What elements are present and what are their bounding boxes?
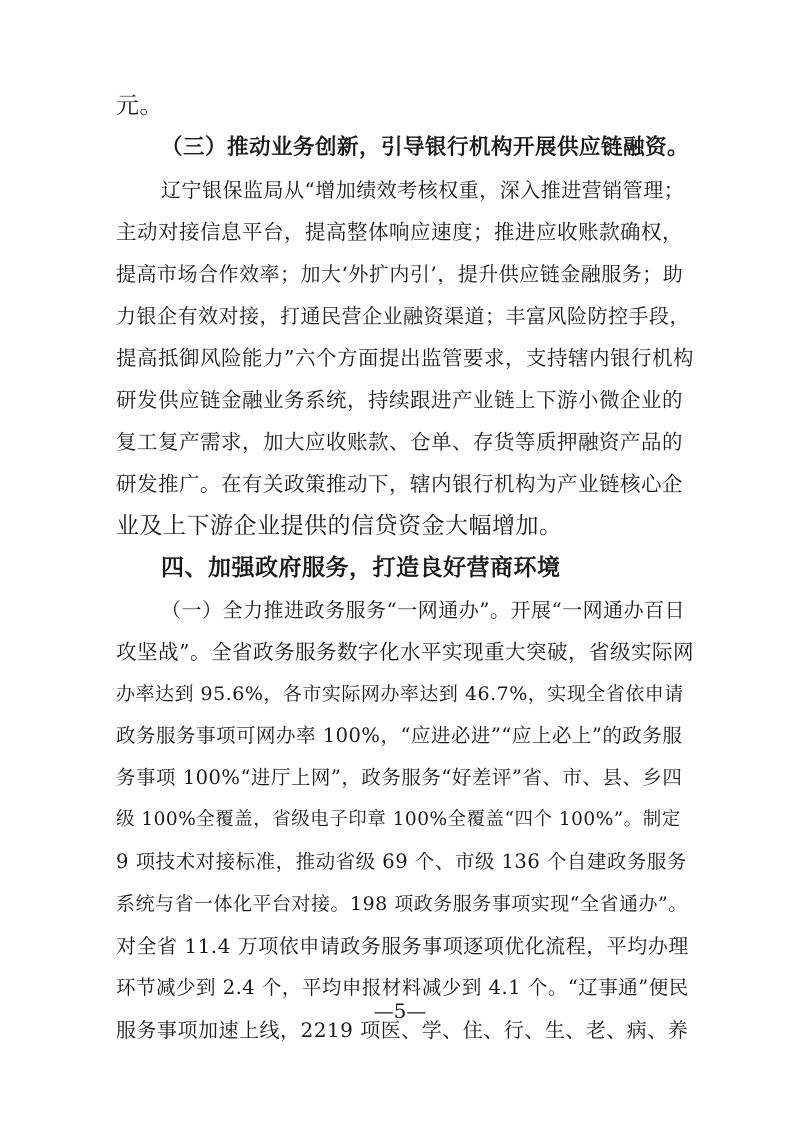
text-line: 力银企有效对接，打通民营企业融资渠道；丰富风险防控手段， [116,304,690,328]
text-line: 复工复产需求，加大应收账款、仓单、存货等质押融资产品的 [116,430,683,454]
subsection-heading: （三）推动业务创新，引导银行机构开展供应链融资。 [161,135,690,160]
text-line: （一）全力推进政务服务“一网通办”。开展“一网通办百日 [161,598,686,622]
text-line: 提高市场合作效率；加大‘外扩内引’，提升供应链金融服务；助 [116,262,684,286]
text-line: 主动对接信息平台，提高整体响应速度；推进应收账款确权， [116,220,683,244]
text-line: 9 项技术对接标准，推动省级 69 个、市级 136 个自建政务服务 [116,850,687,873]
text-line: 研发供应链金融业务系统，持续跟进产业链上下游小微企业的 [116,388,683,412]
text-line: 提高抵御风险能力”六个方面提出监管要求，支持辖内银行机构 [116,346,694,370]
text-line: 攻坚战”。全省政务服务数字化水平实现重大突破，省级实际网 [116,640,694,664]
page-number: —5— [373,999,427,1023]
text-line: 环节减少到 2.4 个，平均申报材料减少到 4.1 个。“辽事通”便民 [116,976,689,999]
text-line: 对全省 11.4 万项依申请政务服务事项逐项优化流程，平均办理 [116,934,689,958]
text-line: 辽宁银保监局从“增加绩效考核权重，深入推进营销管理； [161,178,685,202]
text-line: 务事项 100%“进厅上网”，政务服务“好差评”省、市、县、乡四 [116,766,683,789]
text-line: 研发推广。在有关政策推动下，辖内银行机构为产业链核心企 [116,472,683,496]
text-line: 级 100%全覆盖，省级电子印章 100%全覆盖“四个 100%”。制定 [116,809,681,830]
text-line: 政务服务事项可网办率 100%，“应进必进”“应上必上”的政务服 [116,724,683,747]
text-line: 业及上下游企业提供的信贷资金大幅增加。 [116,513,563,539]
text-line: 办率达到 95.6%，各市实际网办率达到 46.7%，实现全省依申请 [116,683,684,705]
text-line: 系统与省一体化平台对接。198 项政务服务事项实现“全省通办”。 [116,893,688,915]
text-line: 元。 [116,93,163,119]
section-heading: 四、加强政府服务，打造良好营商环境 [161,554,561,581]
text-line: 服务事项加速上线，2219 项医、学、住、行、生、老、病、养 [116,1018,689,1042]
